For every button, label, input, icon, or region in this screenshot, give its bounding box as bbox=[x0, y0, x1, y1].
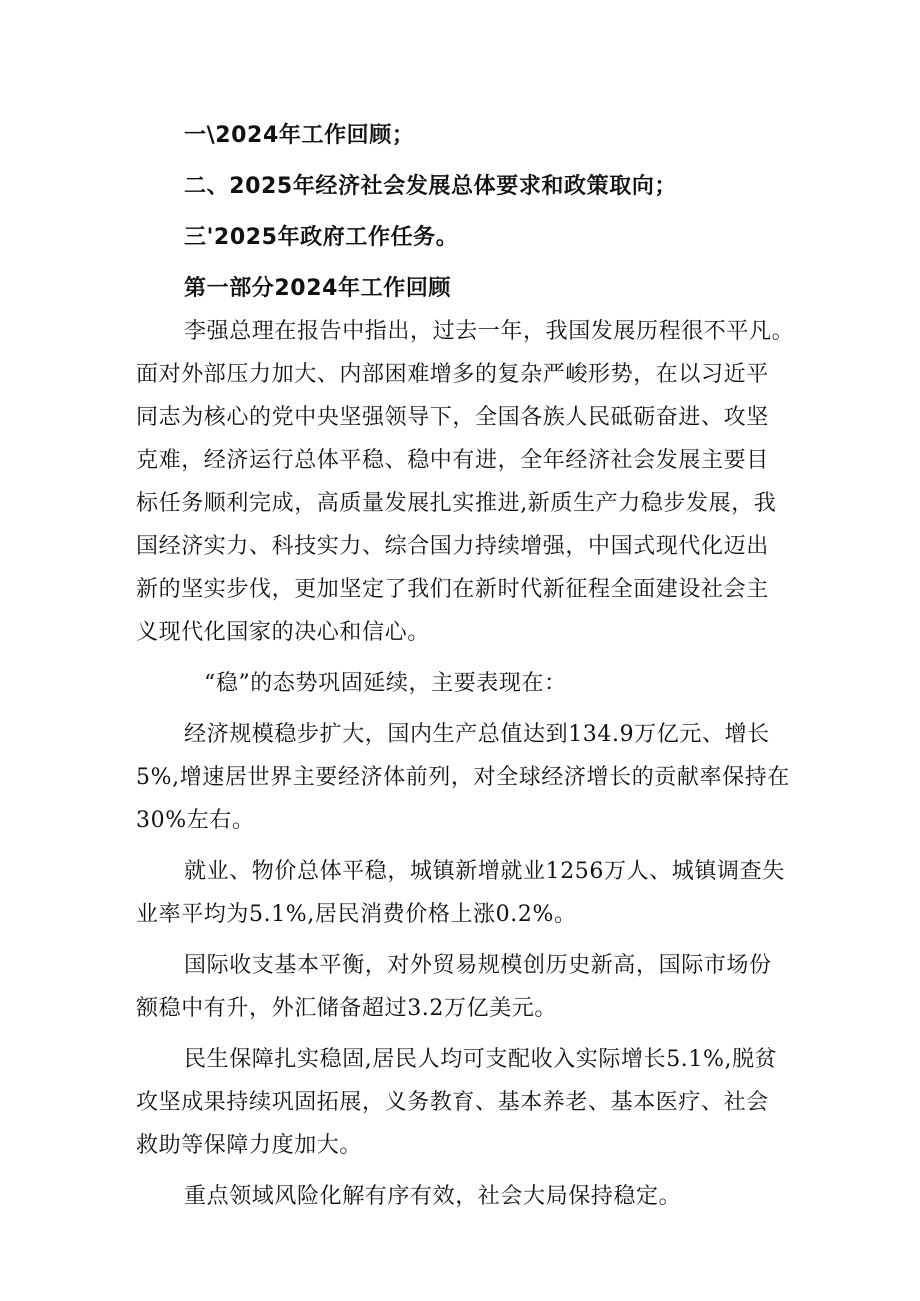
paragraph-line: 义现代化国家的决心和信心。 bbox=[136, 620, 430, 645]
paragraph-line: 业率平均为5.1%,居民消费价格上涨0.2%。 bbox=[136, 902, 577, 927]
outline-item-3: 三'2025年政府工作任务。 bbox=[184, 225, 459, 250]
employment-paragraph bbox=[136, 850, 792, 936]
trade-paragraph bbox=[136, 944, 792, 1030]
paragraph-line: 经济规模稳步扩大，国内生产总值达到134.9万亿元、增长 bbox=[184, 722, 770, 747]
paragraph-line: 面对外部压力加大、内部困难增多的复杂严峻形势，在以习近平 bbox=[136, 362, 769, 387]
report-outline bbox=[136, 114, 792, 259]
paragraph-line: 同志为核心的党中央坚强领导下，全国各族人民砥砺奋进、攻坚 bbox=[136, 405, 769, 430]
economy-paragraph bbox=[136, 713, 792, 842]
livelihood-paragraph bbox=[136, 1038, 792, 1167]
paragraph-line: 克难，经济运行总体平稳、稳中有进，全年经济社会发展主要目 bbox=[136, 448, 769, 473]
intro-paragraph bbox=[136, 310, 795, 654]
paragraph-line: 额稳中有升，外汇储备超过3.2万亿美元。 bbox=[136, 996, 557, 1021]
stability-heading: “稳”的态势巩固延续，主要表现在： bbox=[204, 671, 567, 696]
paragraph-line: 就业、物价总体平稳，城镇新增就业1256万人、城镇调查失 bbox=[184, 859, 785, 884]
document-body bbox=[136, 114, 795, 1218]
risk-paragraph bbox=[136, 1175, 792, 1218]
paragraph-line: 攻坚成果持续巩固拓展，义务教育、基本养老、基本医疗、社会 bbox=[136, 1090, 769, 1115]
paragraph-line: 30%左右。 bbox=[136, 808, 255, 833]
paragraph-line: 5%,增速居世界主要经济体前列，对全球经济增长的贡献率保持在 bbox=[136, 765, 790, 790]
paragraph-line: 新的坚实步伐，更加坚定了我们在新时代新征程全面建设社会主 bbox=[136, 577, 769, 602]
section-heading: 第一部分2024年工作回顾 bbox=[184, 276, 452, 301]
paragraph-line: 民生保障扎实稳固,居民人均可支配收入实际增长5.1%,脱贫 bbox=[184, 1047, 778, 1072]
paragraph-line: 李强总理在报告中指出，过去一年，我国发展历程很不平凡。 bbox=[184, 319, 795, 344]
outline-item-2: 二、2025年经济社会发展总体要求和政策取向； bbox=[184, 174, 678, 199]
paragraph-line: 国经济实力、科技实力、综合国力持续增强，中国式现代化迈出 bbox=[136, 534, 769, 559]
paragraph-line: 国际收支基本平衡，对外贸易规模创历史新高，国际市场份 bbox=[184, 953, 772, 978]
paragraph-line: 重点领域风险化解有序有效，社会大局保持稳定。 bbox=[184, 1184, 682, 1209]
paragraph-line: 标任务顺利完成，高质量发展扎实推进,新质生产力稳步发展，我 bbox=[136, 491, 777, 516]
paragraph-line: 救助等保障力度加大。 bbox=[136, 1133, 363, 1158]
outline-item-1: 一\2024年工作回顾； bbox=[184, 123, 415, 148]
